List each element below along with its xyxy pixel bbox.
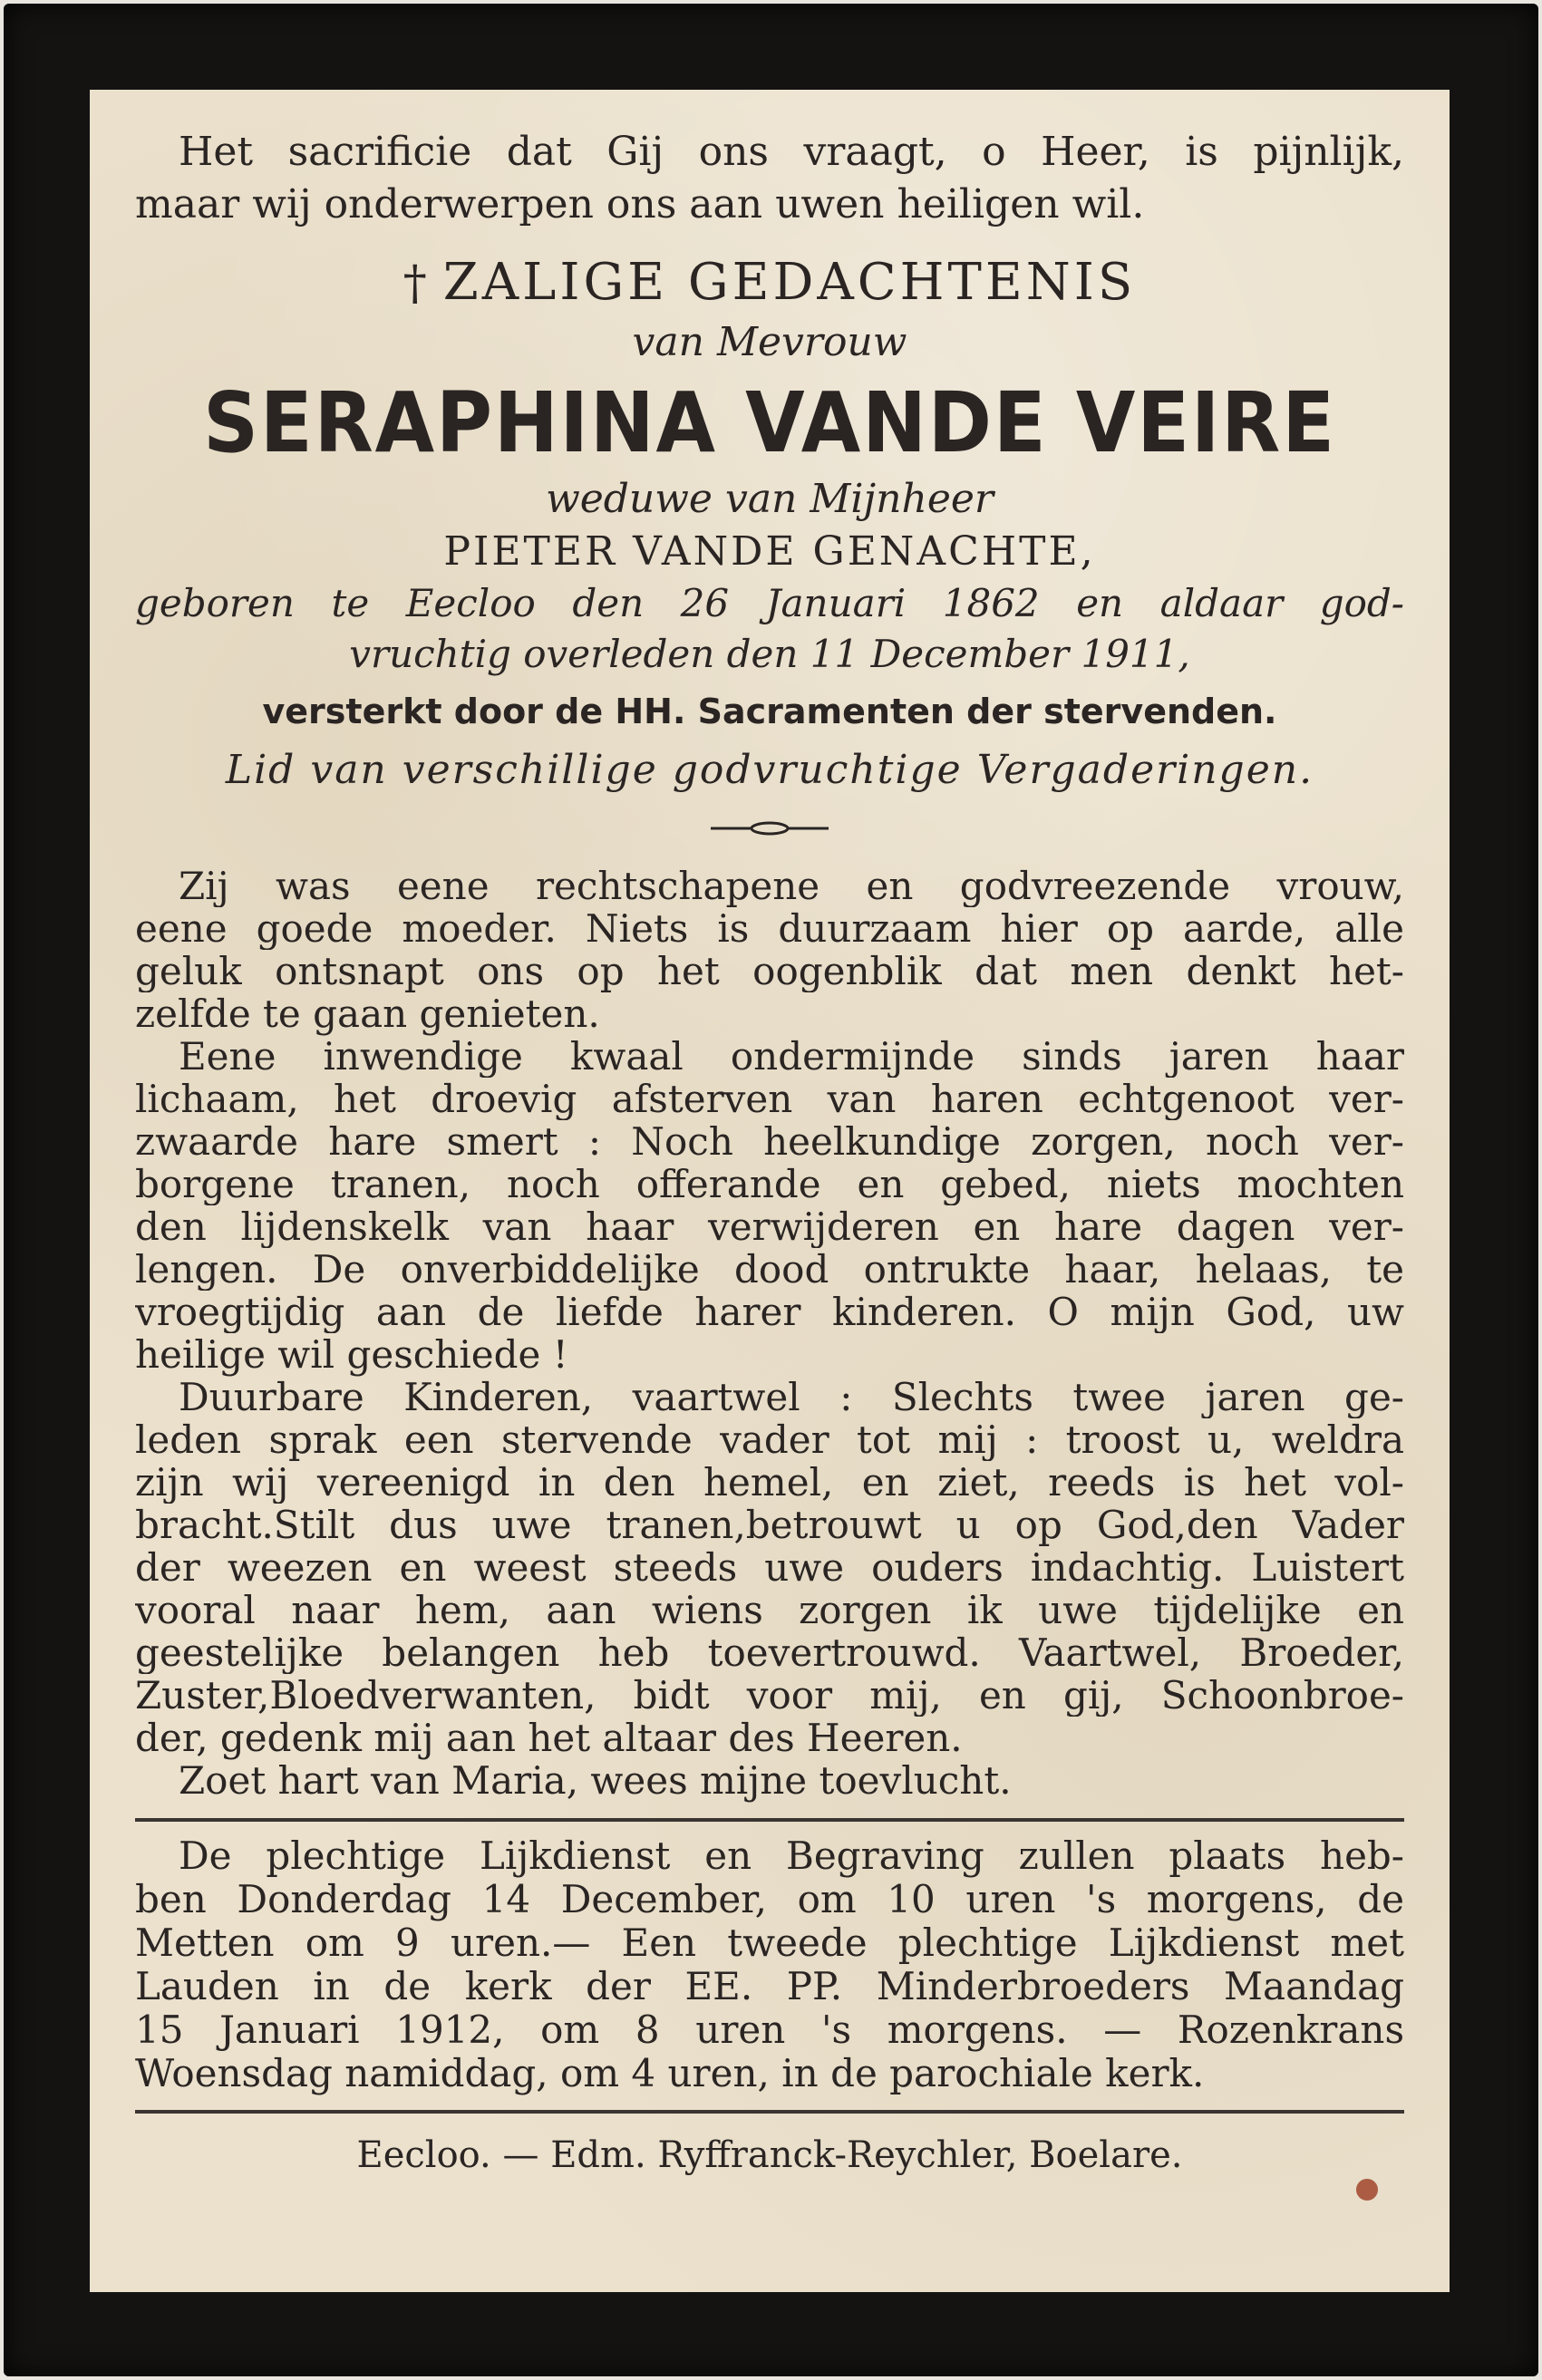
- opening-motto: [135, 126, 1404, 231]
- birth-line: geboren te Eecloo den 26 Januari 1862 en aldaar god-: [135, 581, 1404, 625]
- sacraments-line: versterkt door de HH. Sacramenten der stervenden.: [262, 692, 1277, 731]
- motto-line: maar wij onderwerpen ons aan uwen heiligen wil.: [135, 181, 1145, 227]
- section-divider: [135, 2110, 1404, 2114]
- funeral-line: Woensdag namiddag, om 4 uren, in de parochiale kerk.: [135, 2051, 1205, 2095]
- heading-title: ZALIGE GEDACHTENIS: [442, 253, 1137, 312]
- membership-line: Lid van verschillige godvruchtige Vergaderingen.: [225, 747, 1314, 793]
- body-line: heilige wil geschiede !: [135, 1332, 568, 1377]
- cross-icon: †: [402, 256, 431, 311]
- funeral-announcement: [135, 1834, 1404, 2095]
- body-line: bracht.Stilt dus uwe tranen,betrouwt u op God,den Vader: [135, 1504, 1404, 1546]
- body-line: zwaarde hare smert : Noch heelkundige zorgen, noch ver-: [135, 1120, 1404, 1163]
- memorial-card: [90, 90, 1450, 2292]
- body-line: borgene tranen, noch offerande en gebed, niets mochten: [135, 1163, 1404, 1205]
- body-line: Duurbare Kinderen, vaartwel : Slechts twee jaren ge-: [179, 1376, 1404, 1418]
- body-line: geluk ontsnapt ons op het oogenblik dat men denkt het-: [135, 950, 1404, 992]
- funeral-line: De plechtige Lijkdienst en Begraving zullen plaats heb-: [179, 1834, 1404, 1878]
- body-line: vroegtijdig aan de liefde harer kinderen. O mijn God, uw: [135, 1291, 1404, 1333]
- husband-name: PIETER VANDE GENACHTE,: [443, 528, 1096, 575]
- body-line: Zij was eene rechtschapene en godvreezende vrouw,: [179, 865, 1404, 907]
- biography-text: [135, 865, 1404, 1802]
- van-mevrouw: van Mevrouw: [632, 319, 907, 365]
- funeral-line: 15 Januari 1912, om 8 uren 's morgens. — Rozenkrans: [135, 2008, 1404, 2052]
- printer-imprint: Eecloo. — Edm. Ryffranck-Reychler, Boelare.: [356, 2134, 1183, 2176]
- section-divider: [135, 1818, 1404, 1822]
- body-line: zijn wij vereenigd in den hemel, en ziet, reeds is het vol-: [135, 1461, 1404, 1504]
- paper-stain: [1356, 2179, 1378, 2201]
- birth-death-dates: [135, 578, 1404, 680]
- body-line: vooral naar hem, aan wiens zorgen ik uwe tijdelijke en: [135, 1589, 1404, 1631]
- death-line: vruchtig overleden den 11 December 1911,: [349, 632, 1190, 676]
- body-line: zelfde te gaan genieten.: [135, 992, 600, 1036]
- body-line: leden sprak een stervende vader tot mij : troost u, weldra: [135, 1418, 1404, 1461]
- ornament-divider: [135, 810, 1404, 847]
- motto-line: Het sacrificie dat Gij ons vraagt, o Heer, is pijnlijk,: [179, 129, 1404, 175]
- body-line: eene goede moeder. Niets is duurzaam hier op aarde, alle: [135, 907, 1404, 950]
- funeral-line: Lauden in de kerk der EE. PP. Minderbroeders Maandag: [135, 1965, 1404, 2008]
- mourning-card-border: [4, 4, 1538, 2376]
- body-line: lengen. De onverbiddelijke dood ontrukte haar, helaas, te: [135, 1248, 1404, 1291]
- funeral-line: Metten om 9 uren.— Een tweede plechtige Lijkdienst met: [135, 1921, 1404, 1965]
- body-line: lichaam, het droevig afsterven van haren echtgenoot ver-: [135, 1078, 1404, 1120]
- body-line: geestelijke belangen heb toevertrouwd. Vaartwel, Broeder,: [135, 1631, 1404, 1674]
- body-line: Eene inwendige kwaal ondermijnde sinds jaren haar: [179, 1035, 1404, 1078]
- body-line: der, gedenk mij aan het altaar des Heeren.: [135, 1716, 963, 1760]
- body-line: der weezen en weest steeds uwe ouders indachtig. Luistert: [135, 1546, 1404, 1589]
- deceased-name: SERAPHINA VANDE VEIRE: [203, 374, 1336, 471]
- funeral-line: ben Donderdag 14 December, om 10 uren 's morgens, de: [135, 1878, 1404, 1921]
- body-line: den lijdenskelk van haar verwijderen en hare dagen ver-: [135, 1205, 1404, 1248]
- memorial-heading: [135, 251, 1404, 315]
- body-line: Zuster,Bloedverwanten, bidt voor mij, en gij, Schoonbroe-: [135, 1674, 1404, 1717]
- ornament-icon: [711, 819, 829, 837]
- widow-of: weduwe van Mijnheer: [546, 476, 994, 522]
- body-line: Zoet hart van Maria, wees mijne toevlucht.: [179, 1758, 1012, 1803]
